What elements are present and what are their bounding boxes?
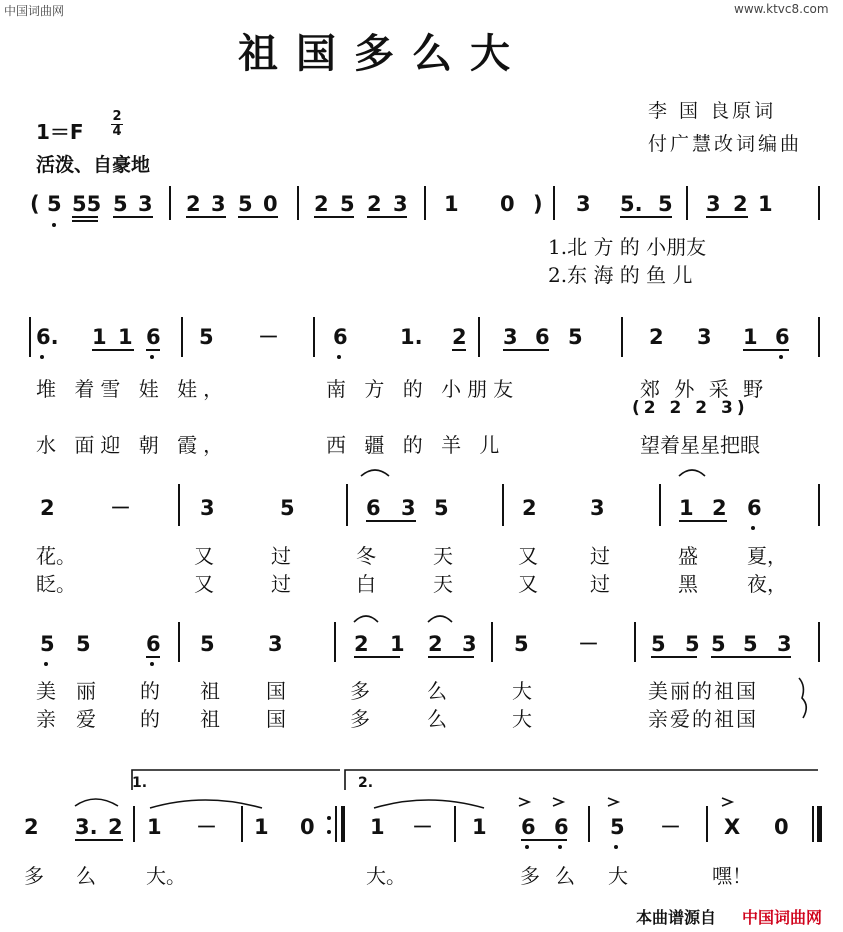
lyric-verse-2: 又 (194, 572, 214, 596)
note: 6 (535, 325, 550, 349)
lyric-verse-1: 又 (194, 544, 214, 568)
lyric: 多 (520, 864, 540, 888)
lyric-verse-2: 黑 (678, 572, 698, 596)
note: 5 (200, 632, 215, 656)
lyric-verse-2: 大 (512, 707, 532, 731)
time-top: 2 (112, 109, 122, 124)
note: 3 (590, 496, 605, 520)
slur (679, 470, 705, 476)
footer-site-link[interactable]: 中国词曲网 (742, 908, 823, 927)
lyric-verse-2: 亲爱的祖国 (648, 707, 758, 731)
lyric-verse-2: 么 (427, 707, 447, 731)
lyric-verse-2: 亲 (36, 707, 56, 731)
lyric-verse-2: 西 疆 的 羊 儿 (326, 433, 506, 457)
note: 0 (300, 815, 315, 839)
note: 3 (706, 192, 721, 216)
note: 5 (280, 496, 295, 520)
lyric-verse-2: 祖 (200, 707, 220, 731)
note: 3 (211, 192, 226, 216)
dash: － (110, 496, 131, 520)
lyric-verse-1: 美 (36, 679, 56, 703)
note: 5 (40, 632, 55, 656)
note: 1 (147, 815, 162, 839)
note: 5 (76, 632, 91, 656)
note: 1 (118, 325, 133, 349)
note: 5 (514, 632, 529, 656)
note: 3 (200, 496, 215, 520)
lyric-verse-2: 2.东 海 的 鱼 儿 (548, 263, 693, 287)
note: 3 (503, 325, 518, 349)
lyric-verse-1: 堆 着雪 娃 娃， (36, 377, 230, 401)
watermark-left: 中国词曲网 (4, 4, 65, 18)
lyric-verse-1: 1.北 方 的 小朋友 (548, 235, 707, 259)
note: 5 (199, 325, 214, 349)
note: 1 (743, 325, 758, 349)
note: 1 (254, 815, 269, 839)
lyric-verse-1: 郊 外 采 野 (640, 377, 768, 401)
lyric-verse-2: 国 (266, 707, 286, 731)
lyric-verse-1: 过 (271, 544, 291, 568)
composer-credit: 付广慧改词编曲 (648, 133, 803, 155)
volta-2-label: 2. (358, 775, 374, 791)
note: 55 (72, 192, 102, 216)
lyric-verse-1: 美丽的祖国 (648, 679, 758, 703)
accent (608, 798, 618, 806)
lyric-verse-2: 爱 (76, 707, 96, 731)
bracket-close: ) (533, 192, 543, 216)
note: 3 (401, 496, 416, 520)
watermark-right: www.ktvc8.com (734, 2, 829, 16)
bracket-open: ( (30, 192, 40, 216)
note: 5. (620, 192, 643, 216)
note: 1 (444, 192, 459, 216)
lyric-verse-1: 冬 (356, 544, 376, 568)
lyric-brace (799, 678, 806, 718)
time-bottom: 4 (112, 124, 122, 139)
note: 3 (777, 632, 792, 656)
lyric: 么 (76, 864, 96, 888)
note: 2 (649, 325, 664, 349)
accent (722, 798, 732, 806)
lyric-verse-1: 的 (140, 679, 160, 703)
lyric-verse-1: 南 方 的 小朋友 (326, 377, 520, 401)
note: 1 (92, 325, 107, 349)
note: 1 (370, 815, 385, 839)
slur (75, 799, 118, 806)
note: 1 (472, 815, 487, 839)
footer-source: 本曲谱源自 (636, 908, 717, 927)
note: 2 (108, 815, 123, 839)
note: 5 (610, 815, 625, 839)
lyric: 多 (24, 864, 44, 888)
lyric-verse-1: 祖 (200, 679, 220, 703)
note: 5 (340, 192, 355, 216)
note: 6 (146, 325, 161, 349)
note: 0 (263, 192, 278, 216)
volta-bracket-1 (132, 770, 340, 790)
note: 6 (747, 496, 762, 520)
slur (361, 470, 389, 476)
note: 2 (452, 325, 467, 349)
note: 2 (186, 192, 201, 216)
lyric-verse-2: 又 (518, 572, 538, 596)
note: 6 (554, 815, 569, 839)
lyric-verse-2: 的 (140, 707, 160, 731)
alternate-notes: (2 2 2 3) (632, 398, 749, 418)
note: 2 (733, 192, 748, 216)
tempo-marking: 活泼、自豪地 (36, 154, 151, 176)
note: 3 (462, 632, 477, 656)
dash: － (578, 632, 599, 656)
lyric-verse-1: 多 (350, 679, 370, 703)
note: 3 (697, 325, 712, 349)
lyric-verse-2: 过 (271, 572, 291, 596)
volta-bracket-2 (345, 770, 818, 790)
dash: － (412, 815, 433, 839)
lyric-verse-2: 望着星星把眼 (640, 433, 760, 457)
note: 5 (711, 632, 726, 656)
lyric-verse-2: 多 (350, 707, 370, 731)
note: 3 (268, 632, 283, 656)
note: 6 (333, 325, 348, 349)
dash: － (196, 815, 217, 839)
lyric-verse-1: 丽 (76, 679, 96, 703)
lyric-verse-1: 么 (427, 679, 447, 703)
note: 5 (238, 192, 253, 216)
note: 2 (367, 192, 382, 216)
note: 3 (138, 192, 153, 216)
lyric: 大。 (366, 864, 406, 888)
key-signature: 1＝F (36, 120, 84, 144)
note: 6 (146, 632, 161, 656)
note: 6 (775, 325, 790, 349)
lyric-verse-2: 过 (590, 572, 610, 596)
note: 5 (651, 632, 666, 656)
note: 0 (774, 815, 789, 839)
lyric-verse-1: 花。 (36, 544, 76, 568)
note: 2 (354, 632, 369, 656)
dash: － (660, 815, 681, 839)
lyric-verse-1: 夏， (747, 544, 787, 568)
note: 5 (47, 192, 62, 216)
note: 0 (500, 192, 515, 216)
lyric: 么 (555, 864, 575, 888)
slur (150, 800, 262, 808)
note: 5 (113, 192, 128, 216)
note: 3. (75, 815, 98, 839)
lyric-verse-2: 夜， (747, 572, 787, 596)
note: 2 (24, 815, 39, 839)
note: 6 (366, 496, 381, 520)
note: 2 (428, 632, 443, 656)
note: 2 (314, 192, 329, 216)
note: 5 (743, 632, 758, 656)
note: 5 (685, 632, 700, 656)
lyric-verse-1: 大 (512, 679, 532, 703)
note: 3 (576, 192, 591, 216)
lyric-verse-2: 白 (356, 572, 376, 596)
accent (519, 798, 529, 806)
accent (553, 798, 563, 806)
lyric-verse-1: 过 (590, 544, 610, 568)
note: 2 (522, 496, 537, 520)
note: X (724, 815, 741, 839)
lyric: 嘿！ (712, 864, 752, 888)
note: 5 (434, 496, 449, 520)
lyric-verse-1: 盛 (678, 544, 698, 568)
slur (374, 800, 484, 808)
lyric-verse-1: 国 (266, 679, 286, 703)
lyric-verse-2: 眨。 (36, 572, 76, 596)
lyric-verse-1: 天 (433, 544, 453, 568)
note: 5 (658, 192, 673, 216)
song-title: 祖国多么大 (238, 30, 528, 77)
note: 1 (390, 632, 405, 656)
note: 1 (679, 496, 694, 520)
slur (354, 616, 378, 622)
lyric: 大 (608, 864, 628, 888)
note: 6 (521, 815, 536, 839)
dash: － (258, 325, 279, 349)
lyricist-credit: 李 国 良原词 (648, 100, 777, 122)
lyric: 大。 (146, 864, 186, 888)
note: 5 (568, 325, 583, 349)
slur (428, 616, 452, 622)
note: 6. (36, 325, 59, 349)
lyric-verse-1: 又 (518, 544, 538, 568)
note: 2 (712, 496, 727, 520)
note: 3 (393, 192, 408, 216)
note: 1 (758, 192, 773, 216)
lyric-verse-2: 水 面迎 朝 霞， (36, 433, 230, 457)
volta-1-label: 1. (132, 775, 148, 791)
lyric-verse-2: 天 (433, 572, 453, 596)
note: 2 (40, 496, 55, 520)
note: 1. (400, 325, 423, 349)
